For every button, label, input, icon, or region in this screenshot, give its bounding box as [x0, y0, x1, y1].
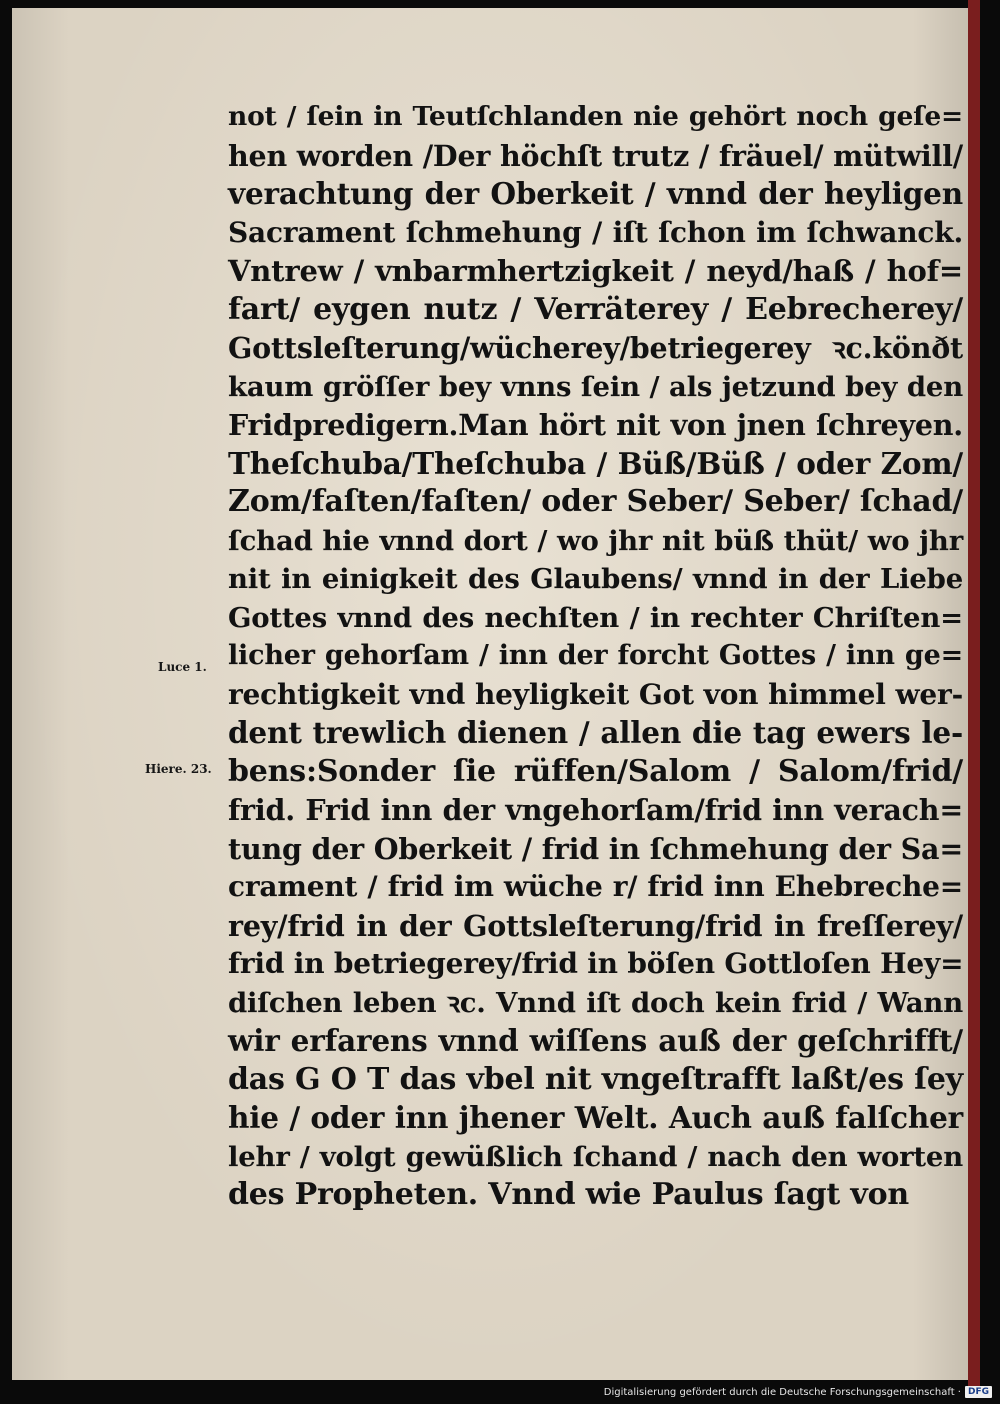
text-line: nit in einigkeit des Glaubens/ vnnd in der Liebe [228, 563, 963, 595]
text-line: rey/frid in der Gottsleſterung/frid in freſſerey/ [228, 908, 963, 943]
marginal-note: Luce 1. [158, 660, 207, 674]
text-line: frid. Frid inn der vngehorſam/frid inn verach= [228, 793, 963, 827]
text-line: diſchen leben ꝛc. Vnnd iſt doch kein frid / Wann [228, 986, 963, 1019]
text-line: des Propheten. Vnnd wie Paulus ſagt von [228, 1177, 909, 1212]
text-line: Fridpredigern.Man hört nit von jnen ſchreyen. [228, 408, 963, 442]
text-line: hen worden /Der höchſt trutz / fräuel/ mütwill/ [228, 138, 963, 173]
text-line: ſchad hie vnnd dort / wo jhr nit büß thüt/ wo jhr [228, 524, 963, 557]
marginal-note: Hiere. 23. [145, 762, 212, 776]
body-text [228, 98, 963, 1215]
text-line: tung der Oberkeit / frid in ſchmehung der Sa= [228, 831, 963, 866]
page-edge [968, 0, 980, 1392]
text-line: kaum gröſſer bey vnns ſein / als jetzund bey den [228, 370, 963, 403]
text-line: das G O T das vbel nit vngeſtrafft laßt/es ſey [228, 1061, 963, 1097]
text-line: Vntrew / vnbarmhertzigkeit / neyd/haß / hof= [228, 254, 963, 288]
text-line: Sacrament ſchmehung / iſt ſchon im ſchwanck. [228, 215, 963, 249]
text-line: frid in betriegerey/frid in böſen Gottloſen Hey= [228, 947, 964, 980]
text-line: crament / frid im wüche r/ frid inn Ehebreche= [228, 870, 963, 903]
footer-credit: Digitalisierung gefördert durch die Deutsche Forschungsgemeinschaft · [603, 1386, 961, 1398]
text-line: verachtung der Oberkeit / vnnd der heyligen [228, 176, 963, 211]
text-line: Zom/faſten/faſten/ oder Seber/ Seber/ ſchad/ [228, 484, 963, 519]
text-line: hie / oder inn jhener Welt. Auch auß falſcher [228, 1100, 963, 1135]
text-line: bens:Sonder ſie rüffen/Salom / Salom/frid/ [228, 753, 963, 789]
text-line: fart/ eygen nutz / Verräterey / Eebrecherey/ [228, 291, 963, 327]
text-line: Gottes vnnd des nechſten / in rechter Chriſten= [228, 601, 963, 634]
text-line: licher gehorſam / inn der forcht Gottes / inn ge= [228, 640, 963, 671]
text-line: dent trewlich dienen / allen die tag ewers le- [228, 715, 963, 750]
text-line: wir erfarens vnnd wiſſens auß der geſchrifft/ [228, 1023, 963, 1058]
digitization-footer [0, 1384, 992, 1400]
text-line: Theſchuba/Theſchuba / Büß/Büß / oder Zom/ [228, 445, 963, 481]
dfg-logo: DFG [965, 1386, 992, 1398]
text-line: rechtigkeit vnd heyligkeit Got von himmel wer- [228, 677, 963, 711]
text-line: Gottsleſterung/wücherey/betriegerey ꝛc.könðt [228, 331, 963, 365]
text-line: not / ſein in Teutſchlanden nie gehört noch geſe= [228, 101, 963, 132]
text-line: lehr / volgt gewüßlich ſchand / nach den worten [228, 1140, 963, 1173]
